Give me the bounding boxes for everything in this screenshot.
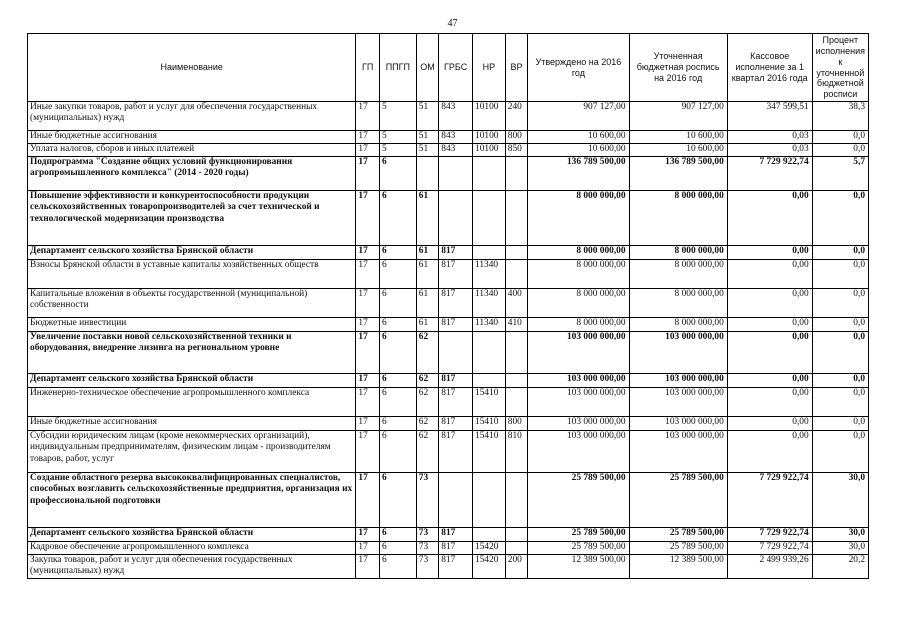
cell-gp: 17 bbox=[356, 131, 380, 144]
cell-vr bbox=[505, 246, 528, 260]
table-row bbox=[28, 260, 869, 289]
cell-cash: 2 499 939,26 bbox=[727, 555, 812, 579]
cell-nr: 15410 bbox=[473, 388, 506, 417]
cell-approved: 103 000 000,00 bbox=[528, 374, 629, 388]
cell-revised: 103 000 000,00 bbox=[629, 417, 727, 431]
cell-gp: 17 bbox=[356, 246, 380, 260]
cell-ppgp: 6 bbox=[379, 246, 416, 260]
cell-vr bbox=[505, 260, 528, 289]
cell-nr bbox=[473, 191, 506, 246]
cell-name: Капитальные вложения в объекты государственной (муниципальной) собственности bbox=[28, 289, 356, 318]
cell-name: Повышение эффективности и конкурентоспособности продукции сельскохозяйственных товаропроизводителей за счет технической и технологической модернизации производства bbox=[28, 191, 356, 246]
cell-revised: 10 600,00 bbox=[629, 131, 727, 144]
cell-vr bbox=[505, 374, 528, 388]
cell-cash: 0,00 bbox=[727, 388, 812, 417]
cell-percent: 0,0 bbox=[812, 431, 868, 473]
cell-percent: 30,0 bbox=[812, 528, 868, 542]
cell-cash: 0,00 bbox=[727, 417, 812, 431]
cell-grbs: 817 bbox=[439, 246, 473, 260]
cell-grbs: 843 bbox=[439, 102, 473, 131]
table-row bbox=[28, 246, 869, 260]
cell-approved: 103 000 000,00 bbox=[528, 431, 629, 473]
cell-grbs: 817 bbox=[439, 318, 473, 332]
cell-gp: 17 bbox=[356, 473, 380, 528]
cell-vr: 850 bbox=[505, 144, 528, 157]
cell-om: 51 bbox=[416, 131, 439, 144]
cell-gp: 17 bbox=[356, 388, 380, 417]
cell-percent: 30,0 bbox=[812, 473, 868, 528]
table-row bbox=[28, 388, 869, 417]
cell-vr: 800 bbox=[505, 131, 528, 144]
budget-execution-table bbox=[27, 33, 869, 579]
header-name: Наименование bbox=[28, 34, 356, 102]
cell-ppgp: 6 bbox=[379, 417, 416, 431]
cell-percent: 0,0 bbox=[812, 246, 868, 260]
cell-name: Инженерно-техническое обеспечение агропромышленного комплекса bbox=[28, 388, 356, 417]
cell-nr bbox=[473, 332, 506, 374]
cell-revised: 10 600,00 bbox=[629, 144, 727, 157]
cell-gp: 17 bbox=[356, 144, 380, 157]
cell-om: 62 bbox=[416, 431, 439, 473]
cell-percent: 5,7 bbox=[812, 157, 868, 191]
cell-approved: 8 000 000,00 bbox=[528, 289, 629, 318]
cell-revised: 25 789 500,00 bbox=[629, 542, 727, 555]
cell-gp: 17 bbox=[356, 431, 380, 473]
cell-cash: 7 729 922,74 bbox=[727, 473, 812, 528]
cell-cash: 0,00 bbox=[727, 260, 812, 289]
cell-percent: 38,3 bbox=[812, 102, 868, 131]
cell-gp: 17 bbox=[356, 417, 380, 431]
header-om: ОМ bbox=[416, 34, 439, 102]
cell-grbs: 817 bbox=[439, 542, 473, 555]
cell-percent: 20,2 bbox=[812, 555, 868, 579]
cell-nr: 11340 bbox=[473, 260, 506, 289]
cell-approved: 8 000 000,00 bbox=[528, 318, 629, 332]
cell-name: Департамент сельского хозяйства Брянской области bbox=[28, 246, 356, 260]
cell-revised: 907 127,00 bbox=[629, 102, 727, 131]
cell-cash: 0,00 bbox=[727, 431, 812, 473]
cell-grbs bbox=[439, 332, 473, 374]
header-ppgp: ППГП bbox=[379, 34, 416, 102]
cell-cash: 0,00 bbox=[727, 374, 812, 388]
cell-percent: 0,0 bbox=[812, 374, 868, 388]
cell-om: 62 bbox=[416, 388, 439, 417]
cell-revised: 8 000 000,00 bbox=[629, 191, 727, 246]
cell-approved: 10 600,00 bbox=[528, 131, 629, 144]
cell-cash: 0,00 bbox=[727, 246, 812, 260]
header-nr: НР bbox=[473, 34, 506, 102]
cell-vr bbox=[505, 388, 528, 417]
cell-cash: 0,00 bbox=[727, 289, 812, 318]
cell-ppgp: 5 bbox=[379, 144, 416, 157]
cell-percent: 0,0 bbox=[812, 289, 868, 318]
cell-om: 73 bbox=[416, 473, 439, 528]
cell-nr: 11340 bbox=[473, 289, 506, 318]
cell-grbs: 817 bbox=[439, 260, 473, 289]
header-revised: Уточненная бюджетная роспись на 2016 год bbox=[629, 34, 727, 102]
cell-cash: 7 729 922,74 bbox=[727, 542, 812, 555]
cell-revised: 25 789 500,00 bbox=[629, 528, 727, 542]
cell-grbs bbox=[439, 157, 473, 191]
header-gp: ГП bbox=[356, 34, 380, 102]
cell-grbs: 817 bbox=[439, 289, 473, 318]
table-row bbox=[28, 374, 869, 388]
cell-om: 62 bbox=[416, 332, 439, 374]
cell-gp: 17 bbox=[356, 542, 380, 555]
cell-approved: 12 389 500,00 bbox=[528, 555, 629, 579]
cell-ppgp: 6 bbox=[379, 528, 416, 542]
table-row bbox=[28, 191, 869, 246]
cell-om: 61 bbox=[416, 246, 439, 260]
table-row bbox=[28, 318, 869, 332]
cell-name: Субсидии юридическим лицам (кроме некоммерческих организаций), индивидуальным предпринимателям, физическим лицам - производителям товаров, работ, услуг bbox=[28, 431, 356, 473]
cell-gp: 17 bbox=[356, 528, 380, 542]
cell-nr: 10100 bbox=[473, 131, 506, 144]
table-row bbox=[28, 157, 869, 191]
cell-ppgp: 5 bbox=[379, 131, 416, 144]
cell-ppgp: 6 bbox=[379, 388, 416, 417]
cell-percent: 0,0 bbox=[812, 332, 868, 374]
cell-ppgp: 6 bbox=[379, 289, 416, 318]
cell-revised: 136 789 500,00 bbox=[629, 157, 727, 191]
cell-revised: 25 789 500,00 bbox=[629, 473, 727, 528]
table-row bbox=[28, 144, 869, 157]
cell-grbs bbox=[439, 191, 473, 246]
cell-nr bbox=[473, 246, 506, 260]
cell-om: 61 bbox=[416, 260, 439, 289]
cell-cash: 0,00 bbox=[727, 332, 812, 374]
table-row bbox=[28, 473, 869, 528]
cell-percent: 0,0 bbox=[812, 144, 868, 157]
cell-approved: 8 000 000,00 bbox=[528, 191, 629, 246]
cell-percent: 0,0 bbox=[812, 417, 868, 431]
cell-revised: 103 000 000,00 bbox=[629, 388, 727, 417]
cell-name: Увеличение поставки новой сельскохозяйственной техники и оборудования, внедрение лизинга на региональном уровне bbox=[28, 332, 356, 374]
cell-vr: 810 bbox=[505, 431, 528, 473]
cell-cash: 7 729 922,74 bbox=[727, 157, 812, 191]
cell-om: 73 bbox=[416, 542, 439, 555]
cell-grbs: 843 bbox=[439, 144, 473, 157]
cell-nr: 15420 bbox=[473, 542, 506, 555]
cell-ppgp: 6 bbox=[379, 473, 416, 528]
cell-percent: 0,0 bbox=[812, 318, 868, 332]
cell-revised: 8 000 000,00 bbox=[629, 318, 727, 332]
cell-grbs: 817 bbox=[439, 374, 473, 388]
cell-nr bbox=[473, 528, 506, 542]
cell-name: Иные бюджетные ассигнования bbox=[28, 417, 356, 431]
table-row bbox=[28, 102, 869, 131]
cell-vr: 200 bbox=[505, 555, 528, 579]
cell-om: 73 bbox=[416, 555, 439, 579]
cell-nr: 11340 bbox=[473, 318, 506, 332]
table-header bbox=[28, 34, 869, 102]
cell-gp: 17 bbox=[356, 191, 380, 246]
table-row bbox=[28, 542, 869, 555]
cell-approved: 8 000 000,00 bbox=[528, 260, 629, 289]
cell-grbs: 843 bbox=[439, 131, 473, 144]
cell-vr bbox=[505, 332, 528, 374]
table-body bbox=[28, 102, 869, 579]
table-row bbox=[28, 332, 869, 374]
cell-name: Уплата налогов, сборов и иных платежей bbox=[28, 144, 356, 157]
cell-percent: 0,0 bbox=[812, 388, 868, 417]
cell-nr: 10100 bbox=[473, 144, 506, 157]
header-grbs: ГРБС bbox=[439, 34, 473, 102]
cell-grbs bbox=[439, 473, 473, 528]
cell-vr: 410 bbox=[505, 318, 528, 332]
cell-approved: 103 000 000,00 bbox=[528, 417, 629, 431]
cell-nr: 15410 bbox=[473, 417, 506, 431]
cell-approved: 103 000 000,00 bbox=[528, 388, 629, 417]
cell-nr bbox=[473, 374, 506, 388]
cell-ppgp: 6 bbox=[379, 157, 416, 191]
cell-gp: 17 bbox=[356, 555, 380, 579]
cell-percent: 0,0 bbox=[812, 260, 868, 289]
cell-grbs: 817 bbox=[439, 555, 473, 579]
cell-vr: 240 bbox=[505, 102, 528, 131]
cell-nr bbox=[473, 157, 506, 191]
cell-name: Департамент сельского хозяйства Брянской области bbox=[28, 528, 356, 542]
cell-approved: 103 000 000,00 bbox=[528, 332, 629, 374]
cell-name: Подпрограмма "Создание общих условий функционирования агропромышленного комплекса" (2014 - 2020 годы) bbox=[28, 157, 356, 191]
table-row bbox=[28, 431, 869, 473]
cell-ppgp: 6 bbox=[379, 542, 416, 555]
cell-om: 61 bbox=[416, 289, 439, 318]
cell-ppgp: 6 bbox=[379, 332, 416, 374]
header-vr: ВР bbox=[505, 34, 528, 102]
table-row bbox=[28, 131, 869, 144]
cell-grbs: 817 bbox=[439, 528, 473, 542]
cell-revised: 12 389 500,00 bbox=[629, 555, 727, 579]
cell-percent: 30,0 bbox=[812, 542, 868, 555]
cell-name: Иные бюджетные ассигнования bbox=[28, 131, 356, 144]
cell-grbs: 817 bbox=[439, 388, 473, 417]
cell-gp: 17 bbox=[356, 102, 380, 131]
cell-name: Взносы Брянской области в уставные капиталы хозяйственных обществ bbox=[28, 260, 356, 289]
table-row bbox=[28, 417, 869, 431]
cell-approved: 25 789 500,00 bbox=[528, 528, 629, 542]
cell-ppgp: 6 bbox=[379, 260, 416, 289]
cell-name: Закупка товаров, работ и услуг для обеспечения государственных (муниципальных) нужд bbox=[28, 555, 356, 579]
header-row bbox=[28, 34, 869, 102]
cell-vr bbox=[505, 191, 528, 246]
table-row bbox=[28, 528, 869, 542]
cell-name: Создание областного резерва высококвалифицированных специалистов, способных возглавить сельскохозяйственные предприятия, организация их профессиональной подготовки bbox=[28, 473, 356, 528]
cell-nr: 10100 bbox=[473, 102, 506, 131]
header-approved: Утверждено на 2016 год bbox=[528, 34, 629, 102]
cell-cash: 0,00 bbox=[727, 318, 812, 332]
cell-approved: 8 000 000,00 bbox=[528, 246, 629, 260]
cell-name: Департамент сельского хозяйства Брянской области bbox=[28, 374, 356, 388]
cell-nr: 15410 bbox=[473, 431, 506, 473]
cell-approved: 25 789 500,00 bbox=[528, 473, 629, 528]
cell-name: Иные закупки товаров, работ и услуг для обеспечения государственных (муниципальных) нужд bbox=[28, 102, 356, 131]
cell-name: Кадровое обеспечение агропромышленного комплекса bbox=[28, 542, 356, 555]
cell-revised: 103 000 000,00 bbox=[629, 374, 727, 388]
cell-ppgp: 6 bbox=[379, 431, 416, 473]
cell-grbs: 817 bbox=[439, 417, 473, 431]
cell-gp: 17 bbox=[356, 260, 380, 289]
cell-nr: 15420 bbox=[473, 555, 506, 579]
cell-om: 73 bbox=[416, 528, 439, 542]
cell-percent: 0,0 bbox=[812, 131, 868, 144]
cell-om bbox=[416, 157, 439, 191]
cell-gp: 17 bbox=[356, 332, 380, 374]
table-row bbox=[28, 289, 869, 318]
header-cash: Кассовое исполнение за 1 квартал 2016 года bbox=[727, 34, 812, 102]
cell-name: Бюджетные инвестиции bbox=[28, 318, 356, 332]
page-number: 47 bbox=[447, 18, 458, 29]
cell-cash: 347 599,51 bbox=[727, 102, 812, 131]
cell-ppgp: 6 bbox=[379, 191, 416, 246]
cell-cash: 0,00 bbox=[727, 191, 812, 246]
cell-gp: 17 bbox=[356, 289, 380, 318]
cell-om: 61 bbox=[416, 191, 439, 246]
cell-percent: 0,0 bbox=[812, 191, 868, 246]
cell-approved: 25 789 500,00 bbox=[528, 542, 629, 555]
cell-revised: 103 000 000,00 bbox=[629, 332, 727, 374]
cell-approved: 10 600,00 bbox=[528, 144, 629, 157]
cell-revised: 8 000 000,00 bbox=[629, 246, 727, 260]
table-row bbox=[28, 555, 869, 579]
cell-vr: 800 bbox=[505, 417, 528, 431]
cell-vr bbox=[505, 528, 528, 542]
cell-revised: 8 000 000,00 bbox=[629, 289, 727, 318]
cell-ppgp: 6 bbox=[379, 318, 416, 332]
cell-om: 61 bbox=[416, 318, 439, 332]
cell-gp: 17 bbox=[356, 157, 380, 191]
cell-gp: 17 bbox=[356, 374, 380, 388]
cell-ppgp: 5 bbox=[379, 102, 416, 131]
cell-ppgp: 6 bbox=[379, 374, 416, 388]
cell-vr bbox=[505, 157, 528, 191]
cell-om: 62 bbox=[416, 417, 439, 431]
cell-nr bbox=[473, 473, 506, 528]
cell-ppgp: 6 bbox=[379, 555, 416, 579]
cell-grbs: 817 bbox=[439, 431, 473, 473]
cell-approved: 136 789 500,00 bbox=[528, 157, 629, 191]
cell-vr: 400 bbox=[505, 289, 528, 318]
cell-vr bbox=[505, 473, 528, 528]
cell-vr bbox=[505, 542, 528, 555]
cell-om: 51 bbox=[416, 144, 439, 157]
cell-cash: 0,03 bbox=[727, 144, 812, 157]
cell-cash: 0,03 bbox=[727, 131, 812, 144]
cell-om: 51 bbox=[416, 102, 439, 131]
cell-gp: 17 bbox=[356, 318, 380, 332]
cell-cash: 7 729 922,74 bbox=[727, 528, 812, 542]
cell-revised: 103 000 000,00 bbox=[629, 431, 727, 473]
cell-approved: 907 127,00 bbox=[528, 102, 629, 131]
cell-om: 62 bbox=[416, 374, 439, 388]
cell-revised: 8 000 000,00 bbox=[629, 260, 727, 289]
header-percent: Процент исполнения к уточненной бюджетной росписи bbox=[812, 34, 868, 102]
